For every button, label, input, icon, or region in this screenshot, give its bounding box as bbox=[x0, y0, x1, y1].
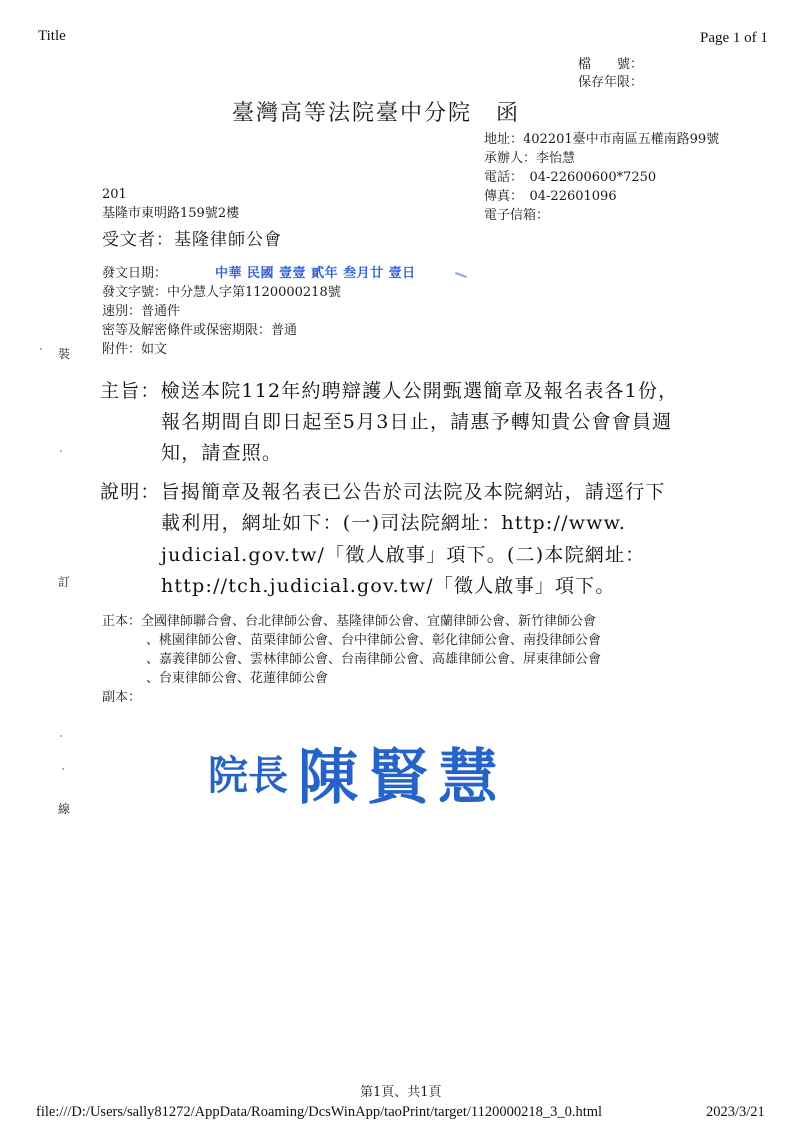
issue-number: 發文字號：中分慧人字第1120000218號 bbox=[102, 285, 341, 300]
footer-date: 2023/3/21 bbox=[706, 1104, 765, 1120]
binding-mark-xian: 線 bbox=[58, 802, 71, 816]
contact-phone: 電話： 04-22600600*7250 bbox=[484, 170, 657, 185]
file-number-label: 檔 號： bbox=[578, 57, 644, 72]
footer-page-info: 第1頁、共1頁 bbox=[360, 1085, 442, 1100]
subject-line-3: 知，請查照。 bbox=[161, 442, 283, 464]
signature-name: 陳賢慧 bbox=[298, 743, 508, 813]
original-recipients-1: 正本：全國律師聯合會、台北律師公會、基隆律師公會、宜蘭律師公會、新竹律師公會 bbox=[102, 614, 597, 629]
copies-block bbox=[102, 612, 601, 707]
explanation-line-3: judicial.gov.tw/「徵人啟事」項下。(二)本院網址： bbox=[161, 544, 646, 566]
recipient-address: 基隆市東明路159號2樓 bbox=[102, 206, 240, 221]
issue-date-label: 發文日期： bbox=[102, 266, 168, 281]
delivery-speed: 速別：普通件 bbox=[102, 304, 181, 319]
print-title: Title bbox=[38, 28, 66, 44]
recipient-name: 受文者：基隆律師公會 bbox=[102, 230, 282, 250]
retention-label: 保存年限： bbox=[578, 75, 644, 90]
signature-title: 院長 bbox=[208, 752, 288, 799]
explanation-line-2: 載利用，網址如下：(一)司法院網址：http://www. bbox=[161, 512, 627, 534]
footer-file-path: file:///D:/Users/sally81272/AppData/Roaming/DcsWinApp/taoPrint/target/1120000218_3_0.html bbox=[36, 1104, 603, 1120]
attachment: 附件：如文 bbox=[102, 342, 168, 357]
original-recipients-4: 、台東律師公會、花蓮律師公會 bbox=[146, 671, 329, 686]
contact-fax: 傳真： 04-22601096 bbox=[484, 189, 617, 204]
original-recipients-2: 、桃園律師公會、苗栗律師公會、台中律師公會、彰化律師公會、南投律師公會 bbox=[146, 633, 602, 648]
contact-address: 地址：402201臺中市南區五權南路99號 bbox=[484, 132, 720, 147]
contact-block bbox=[484, 130, 719, 225]
explanation-line-1: 說明：旨揭簡章及報名表已公告於司法院及本院網站，請逕行下 bbox=[100, 481, 666, 503]
contact-handler: 承辦人：李怡慧 bbox=[484, 151, 576, 166]
subject-line-1: 主旨：檢送本院112年約聘辯護人公開甄選簡章及報名表各1份， bbox=[100, 380, 679, 402]
subject-line-2: 報名期間自即日起至5月3日止，請惠予轉知貴公會會員週 bbox=[161, 411, 673, 433]
issue-info bbox=[102, 283, 341, 359]
stamp-mark bbox=[455, 272, 467, 278]
document-heading: 臺灣高等法院臺中分院 函 bbox=[232, 101, 521, 126]
page-indicator: Page 1 of 1 bbox=[700, 30, 768, 46]
binding-mark-ding: 訂 bbox=[58, 575, 71, 589]
explanation-line-4: http://tch.judicial.gov.tw/「徵人啟事」項下。 bbox=[161, 575, 616, 597]
issue-date-stamp: 中華 民國 壹壹 貳年 叁月廿 壹日 bbox=[215, 266, 416, 281]
security-level: 密等及解密條件或保密期限：普通 bbox=[102, 323, 298, 338]
contact-email: 電子信箱： bbox=[484, 208, 550, 223]
original-recipients-3: 、嘉義律師公會、雲林律師公會、台南律師公會、高雄律師公會、屏東律師公會 bbox=[146, 652, 602, 667]
binding-mark-zhuang: 裝 bbox=[58, 347, 71, 361]
duplicate-recipients: 副本： bbox=[102, 690, 142, 705]
recipient-postcode: 201 bbox=[102, 187, 127, 202]
